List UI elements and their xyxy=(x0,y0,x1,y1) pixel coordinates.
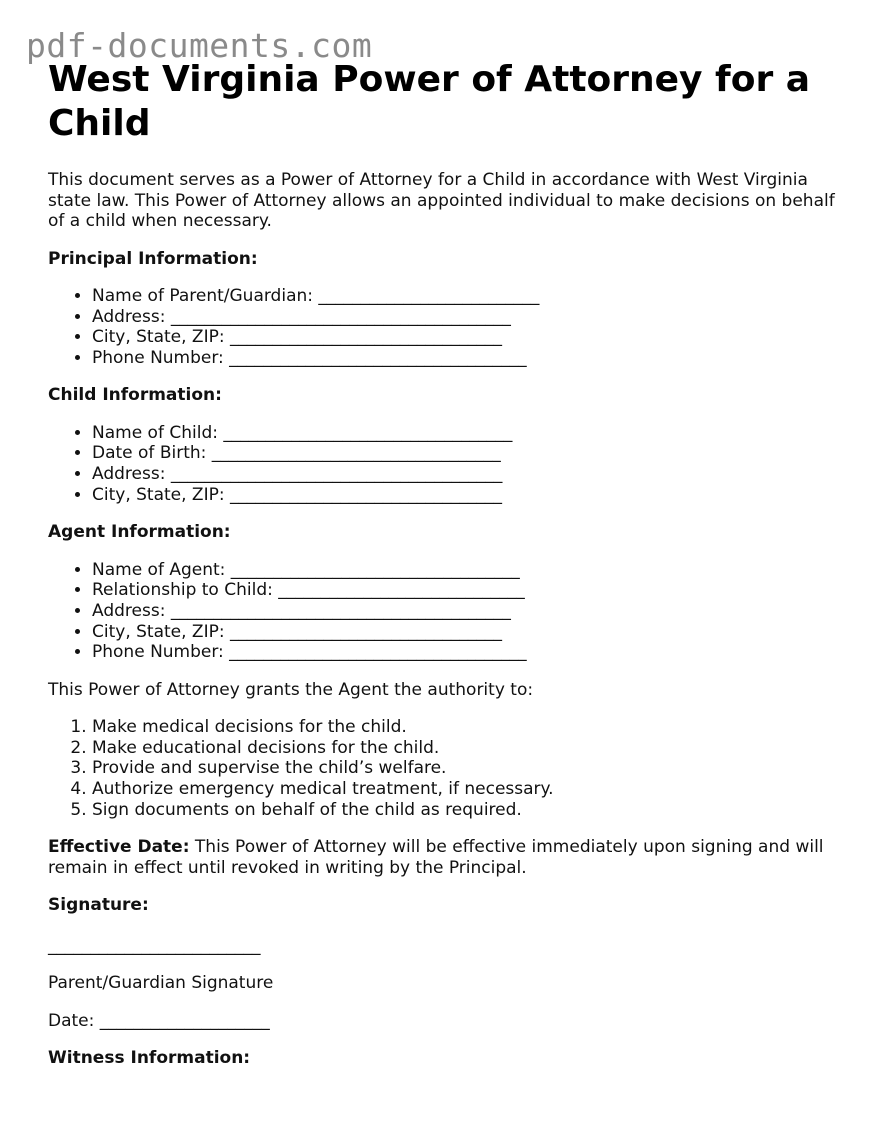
principal-item-name: • Name of Parent/Guardian: __________________________ xyxy=(92,286,848,307)
principal-item-address: • Address: ________________________________________ xyxy=(92,307,848,328)
agent-list xyxy=(48,560,848,663)
agent-heading: Agent Information: xyxy=(48,522,231,543)
agent-item-relationship: • Relationship to Child: _____________________________ xyxy=(92,580,848,601)
agent-item-address: • Address: ________________________________________ xyxy=(92,601,848,622)
intro-paragraph: This document serves as a Power of Attorney for a Child in accordance with West Virginia state law. This Power of Attorney allows an appointed individual to make decisions on behalf of a child when necessary. xyxy=(48,170,835,231)
authority-list xyxy=(48,717,848,820)
effective-date-paragraph xyxy=(48,837,848,878)
principal-heading: Principal Information: xyxy=(48,248,258,269)
child-list xyxy=(48,423,848,505)
principal-item-city: • City, State, ZIP: ________________________________ xyxy=(92,327,848,348)
authority-item-educational: 2. Make educational decisions for the child. xyxy=(92,738,848,759)
authority-item-medical: 1. Make medical decisions for the child. xyxy=(92,717,848,738)
signature-date: Date: ____________________ xyxy=(48,1010,270,1031)
authority-intro: This Power of Attorney grants the Agent the authority to: xyxy=(48,679,534,700)
principal-list xyxy=(48,286,848,368)
signature-heading: Signature: xyxy=(48,895,149,916)
effective-date-text: This Power of Attorney will be effective immediately upon signing and will remain in effect until revoked in writing by the Principal. xyxy=(48,837,824,878)
witness-heading: Witness Information: xyxy=(48,1048,251,1069)
authority-item-sign: 5. Sign documents on behalf of the child as required. xyxy=(92,800,848,821)
document-title: West Virginia Power of Attorney for a Child xyxy=(48,59,811,144)
child-heading: Child Information: xyxy=(48,385,222,406)
document-page xyxy=(48,58,848,1069)
authority-item-emergency: 4. Authorize emergency medical treatment, if necessary. xyxy=(92,779,848,800)
child-item-address: • Address: _______________________________________ xyxy=(92,464,848,485)
authority-item-welfare: 3. Provide and supervise the child’s welfare. xyxy=(92,758,848,779)
child-item-city: • City, State, ZIP: ________________________________ xyxy=(92,485,848,506)
agent-item-city: • City, State, ZIP: ________________________________ xyxy=(92,622,848,643)
effective-date-label: Effective Date: xyxy=(48,837,190,858)
watermark: pdf-documents.com xyxy=(26,26,373,65)
principal-item-phone: • Phone Number: ___________________________________ xyxy=(92,348,848,369)
child-item-name: • Name of Child: __________________________________ xyxy=(92,423,848,444)
agent-item-phone: • Phone Number: ___________________________________ xyxy=(92,642,848,663)
signature-label: Parent/Guardian Signature xyxy=(48,973,274,994)
agent-item-name: • Name of Agent: __________________________________ xyxy=(92,560,848,581)
child-item-dob: • Date of Birth: __________________________________ xyxy=(92,443,848,464)
signature-line: _________________________ xyxy=(48,935,261,956)
